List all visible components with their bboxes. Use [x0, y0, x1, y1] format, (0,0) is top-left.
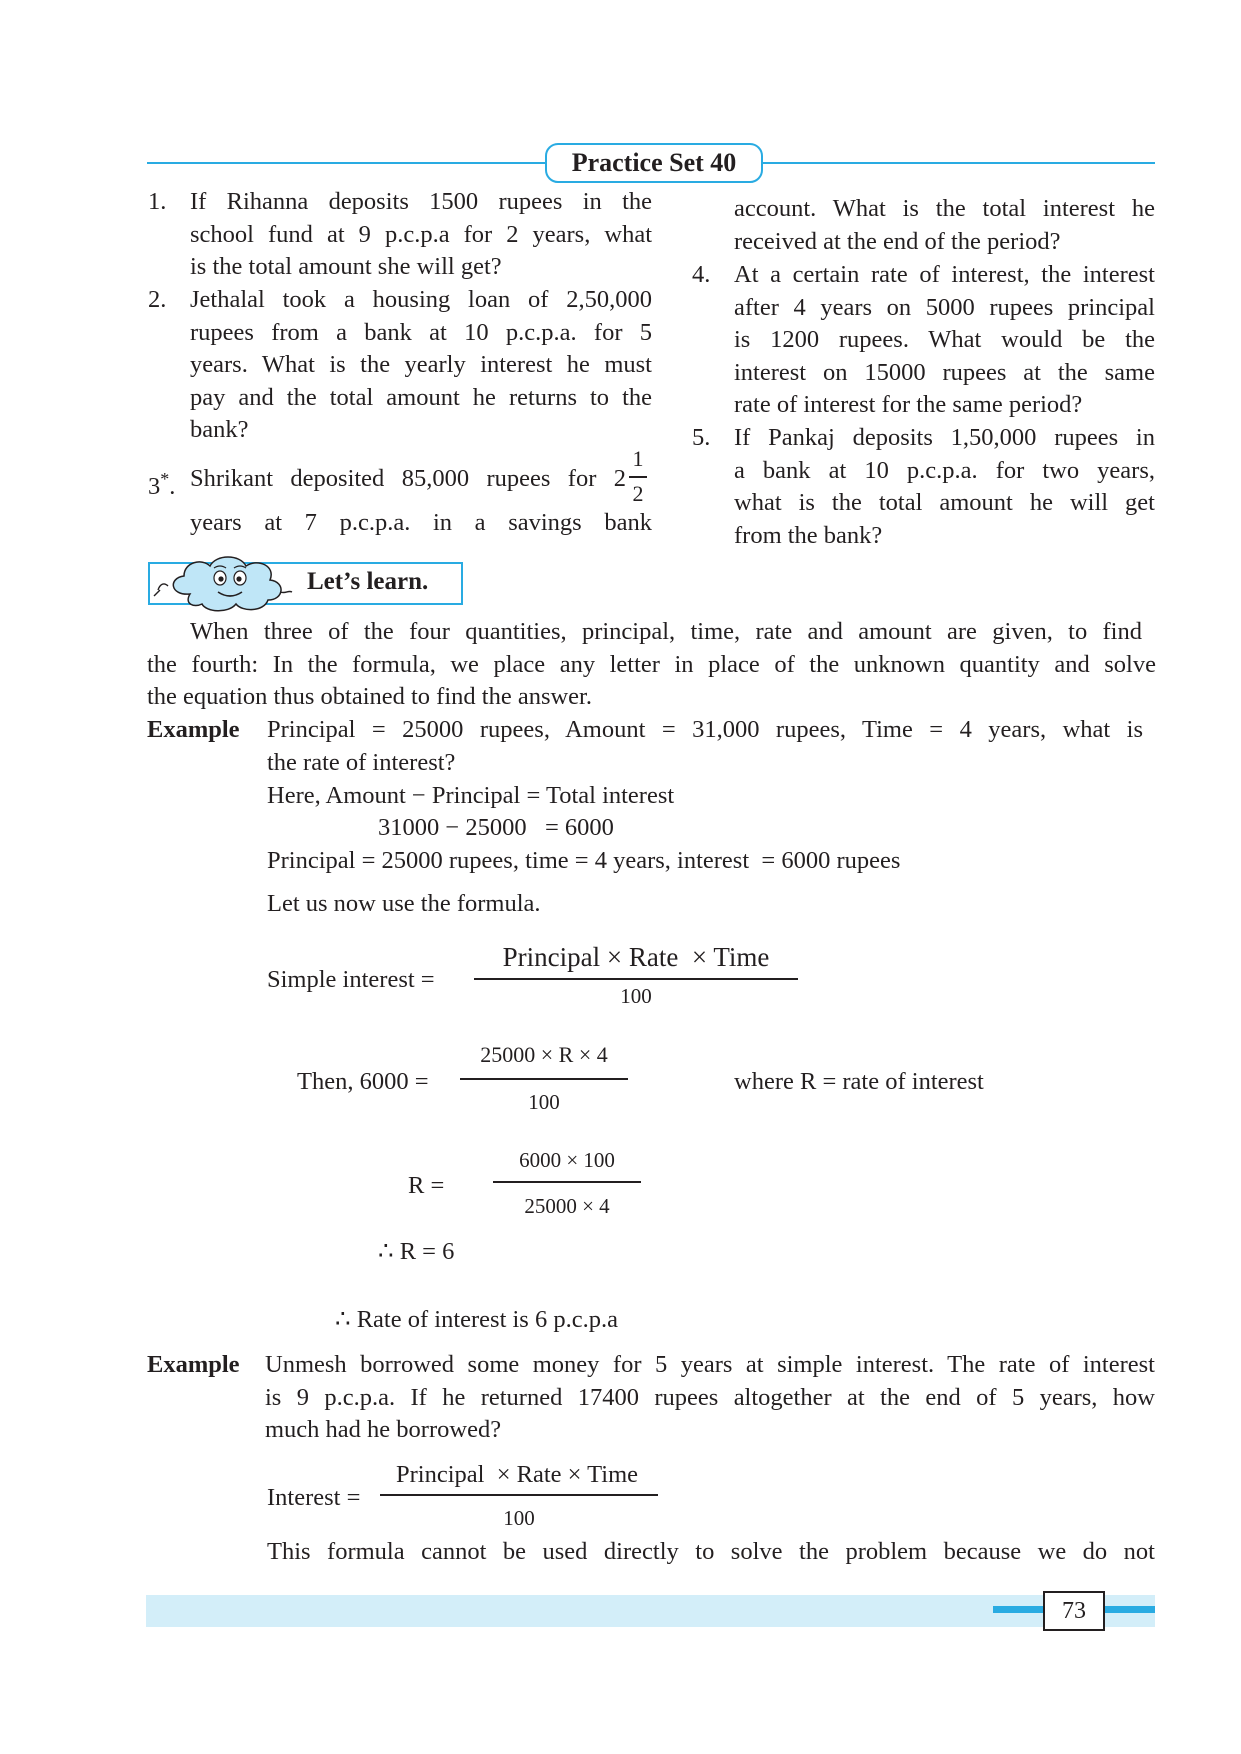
cloud-mascot-icon	[150, 550, 298, 616]
q3-line1	[190, 463, 626, 496]
q4-line: rate of interest for the same period?	[734, 391, 1083, 419]
interest-label: Interest =	[267, 1484, 361, 1511]
example1-step1: Here, Amount − Principal = Total interest	[267, 782, 675, 809]
then-denominator: 100	[528, 1090, 560, 1114]
q2-text	[190, 284, 652, 447]
q2-line: bank?	[190, 416, 249, 444]
si-fraction-bar	[474, 978, 798, 980]
q1-text	[190, 186, 652, 284]
interest-numerator: Principal × Rate × Time	[395, 1461, 638, 1488]
q1-line: is the total amount she will get?	[190, 253, 502, 281]
example2-q-line: Unmesh borrowed some money for 5 years at simple interest. The rate of interest	[265, 1351, 1155, 1378]
example1-q-line: Principal = 25000 rupees, Amount = 31,000 rupees, Time = 4 years, what is	[267, 716, 1143, 743]
q2-line: Jethalal took a housing loan of 2,50,000	[190, 286, 652, 313]
q3-line2	[190, 507, 652, 540]
q3-number	[148, 463, 175, 504]
q5-text	[734, 422, 1155, 552]
example2-q-line: is 9 p.c.p.a. If he returned 17400 rupees altogether at the end of 5 years, how	[265, 1383, 1155, 1411]
intro-line: the fourth: In the formula, we place any letter in place of the unknown quantity and solve	[147, 650, 1156, 678]
example1-step2: 31000 − 25000 = 6000	[378, 814, 614, 841]
intro-line: When three of the four quantities, principal, time, rate and amount are given, to find	[190, 618, 1142, 645]
footer-bar-right	[1104, 1606, 1155, 1613]
example2-last-line	[267, 1536, 1155, 1569]
example1-question	[267, 714, 1143, 779]
q5-line: from the bank?	[734, 521, 883, 549]
r-result: ∴ R = 6	[378, 1238, 455, 1265]
q2-number: 2.	[148, 286, 167, 313]
si-numerator: Principal × Rate × Time	[502, 942, 770, 972]
header-rule-left	[147, 162, 547, 164]
learn-intro	[147, 616, 1156, 714]
rate-conclusion: ∴ Rate of interest is 6 p.c.p.a	[335, 1306, 618, 1333]
q1-number: 1.	[148, 188, 167, 215]
r-numerator: 6000 × 100	[519, 1148, 615, 1172]
q3-line1-text: Shrikant deposited 85,000 rupees for 2	[190, 465, 626, 492]
practice-set-title: Practice Set 40	[545, 143, 763, 183]
q3-num: 3	[148, 473, 161, 501]
r-label: R =	[408, 1172, 445, 1199]
r-fraction-bar	[493, 1181, 641, 1183]
q4-number: 4.	[692, 261, 711, 288]
q5-line: what is the total amount he will get	[734, 489, 1155, 517]
where-r-note: where R = rate of interest	[734, 1068, 984, 1095]
example1-label: Example	[147, 716, 240, 743]
interest-fraction-bar	[380, 1494, 658, 1496]
q3-cont-line: received at the end of the period?	[734, 227, 1061, 255]
then-label: Then, 6000 =	[297, 1068, 429, 1095]
then-numerator: 25000 × R × 4	[480, 1042, 608, 1067]
q3-frac-den: 2	[632, 481, 644, 506]
si-denominator: 100	[620, 984, 652, 1008]
q1-line: If Rihanna deposits 1500 rupees in the	[190, 188, 652, 215]
q2-line: rupees from a bank at 10 p.c.p.a. for 5	[190, 318, 652, 346]
q3-frac-bar	[629, 476, 647, 478]
q4-line: after 4 years on 5000 rupees principal	[734, 293, 1155, 321]
q3-cont-line: account. What is the total interest he	[734, 195, 1155, 222]
q4-text	[734, 259, 1155, 422]
q3-frac-num: 1	[632, 446, 644, 471]
example2-question	[265, 1349, 1155, 1447]
si-label: Simple interest =	[267, 966, 435, 993]
example2-label: Example	[147, 1351, 240, 1378]
example2-last-line-text: This formula cannot be used directly to solve the problem because we do not	[267, 1538, 1155, 1565]
then-fraction-bar	[460, 1078, 628, 1080]
q4-line: interest on 15000 rupees at the same	[734, 358, 1155, 386]
q5-number: 5.	[692, 424, 711, 451]
q2-line: years. What is the yearly interest he must	[190, 351, 652, 379]
q3-continued	[734, 193, 1155, 258]
header-rule-right	[761, 162, 1155, 164]
example1-step4: Let us now use the formula.	[267, 890, 541, 917]
example1-step3: Principal = 25000 rupees, time = 4 years, interest = 6000 rupees	[267, 847, 901, 874]
r-denominator: 25000 × 4	[524, 1194, 610, 1218]
example1-q-line: the rate of interest?	[267, 748, 456, 776]
q1-line: school fund at 9 p.c.p.a for 2 years, what	[190, 220, 652, 248]
q5-line: If Pankaj deposits 1,50,000 rupees in	[734, 424, 1155, 451]
q5-line: a bank at 10 p.c.p.a. for two years,	[734, 456, 1155, 484]
q4-line: is 1200 rupees. What would be the	[734, 326, 1155, 354]
example2-q-line: much had he borrowed?	[265, 1416, 502, 1444]
q2-line: pay and the total amount he returns to the	[190, 383, 652, 411]
q3-star: *	[160, 469, 170, 489]
q3-dot: .	[169, 473, 176, 501]
q3-line2-text: years at 7 p.c.p.a. in a savings bank	[190, 509, 652, 536]
intro-line: the equation thus obtained to find the answer.	[147, 683, 592, 711]
page-number: 73	[1043, 1591, 1105, 1631]
q4-line: At a certain rate of interest, the interest	[734, 261, 1155, 288]
lets-learn-label: Let’s learn.	[307, 568, 429, 595]
footer-bar-left	[993, 1606, 1044, 1613]
interest-denominator: 100	[503, 1506, 535, 1530]
